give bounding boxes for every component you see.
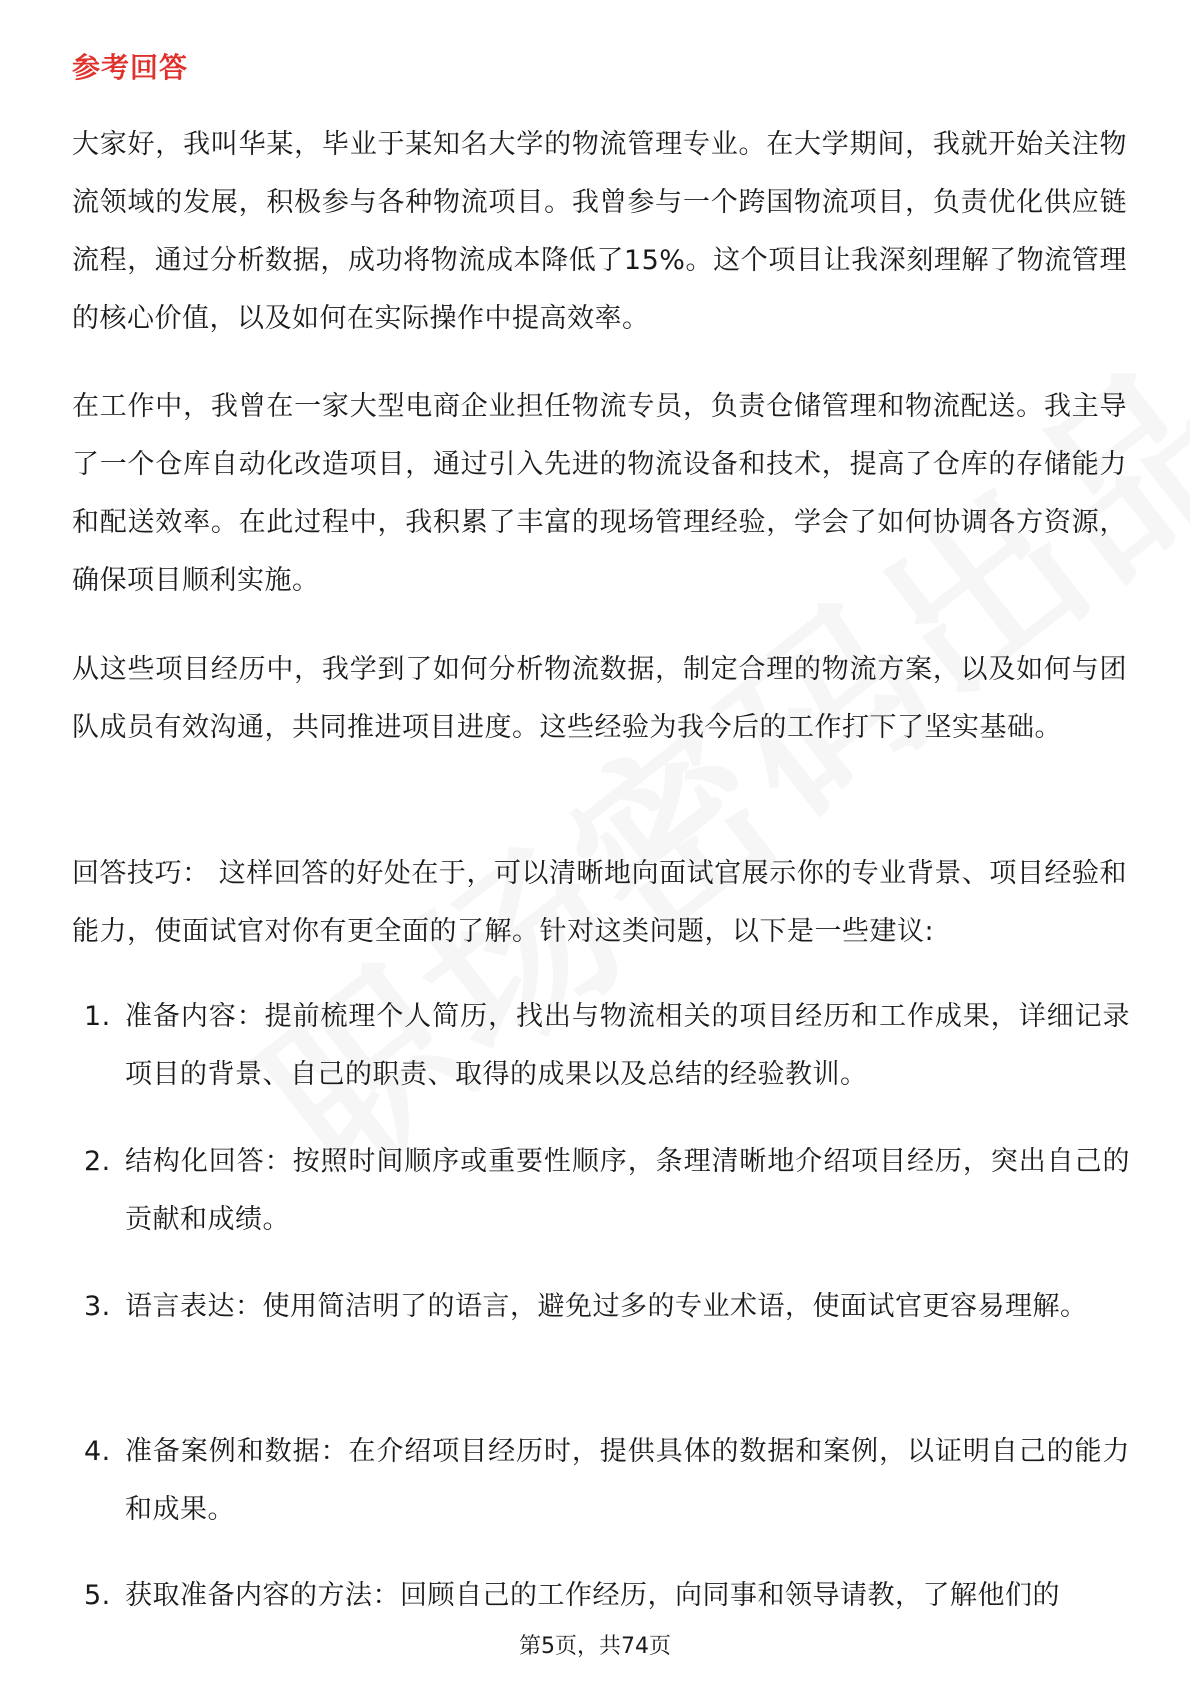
answer-tips-intro: 回答技巧： 这样回答的好处在于，可以清晰地向面试官展示你的专业背景、项目经验和能力，使面试官对你有更全面的了解。针对这类问题，以下是一些建议: (72, 858, 1127, 947)
list-item-number: 3. (84, 1291, 111, 1322)
list-item-text: 准备内容：提前梳理个人简历，找出与物流相关的项目经历和工作成果，详细记录项目的背景、自己的职责、取得的成果以及总结的经验教训。 (125, 1001, 1130, 1090)
list-item (72, 1133, 1130, 1249)
answer-paragraph-1: 大家好，我叫华某，毕业于某知名大学的物流管理专业。在大学期间，我就开始关注物流领域的发展，积极参与各种物流项目。我曾参与一个跨国物流项目，负责优化供应链流程，通过分析数据，成功将物流成本降低了15%。这个项目让我深刻理解了物流管理的核心价值，以及如何在实际操作中提高效率。 (72, 129, 1127, 334)
list-item-text: 准备案例和数据：在介绍项目经历时，提供具体的数据和案例，以证明自己的能力和成果。 (125, 1436, 1130, 1525)
list-item (72, 1278, 1130, 1336)
list-item-number: 4. (84, 1436, 111, 1467)
answer-paragraph-3: 从这些项目经历中，我学到了如何分析物流数据，制定合理的物流方案，以及如何与团队成员有效沟通，共同推进项目进度。这些经验为我今后的工作打下了坚实基础。 (72, 654, 1127, 743)
list-item-number: 5. (84, 1580, 111, 1611)
list-item-text: 获取准备内容的方法：回顾自己的工作经历，向同事和领导请教，了解他们的 (125, 1580, 1060, 1611)
list-item (72, 1567, 1130, 1625)
page-number-footer: 第5页，共74页 (519, 1634, 671, 1659)
section-heading: 参考回答 (72, 51, 189, 84)
answer-paragraph-2: 在工作中，我曾在一家大型电商企业担任物流专员，负责仓储管理和物流配送。我主导了一个仓库自动化改造项目，通过引入先进的物流设备和技术，提高了仓库的存储能力和配送效率。在此过程中，我积累了丰富的现场管理经验，学会了如何协调各方资源，确保项目顺利实施。 (72, 391, 1127, 596)
list-item-number: 2. (84, 1146, 111, 1177)
list-item (72, 988, 1130, 1104)
list-item-text: 结构化回答：按照时间顺序或重要性顺序，条理清晰地介绍项目经历，突出自己的贡献和成绩。 (125, 1146, 1130, 1235)
list-item (72, 1423, 1130, 1539)
list-item-text: 语言表达：使用简洁明了的语言，避免过多的专业术语，使面试官更容易理解。 (125, 1291, 1088, 1322)
list-item-number: 1. (84, 1001, 111, 1032)
